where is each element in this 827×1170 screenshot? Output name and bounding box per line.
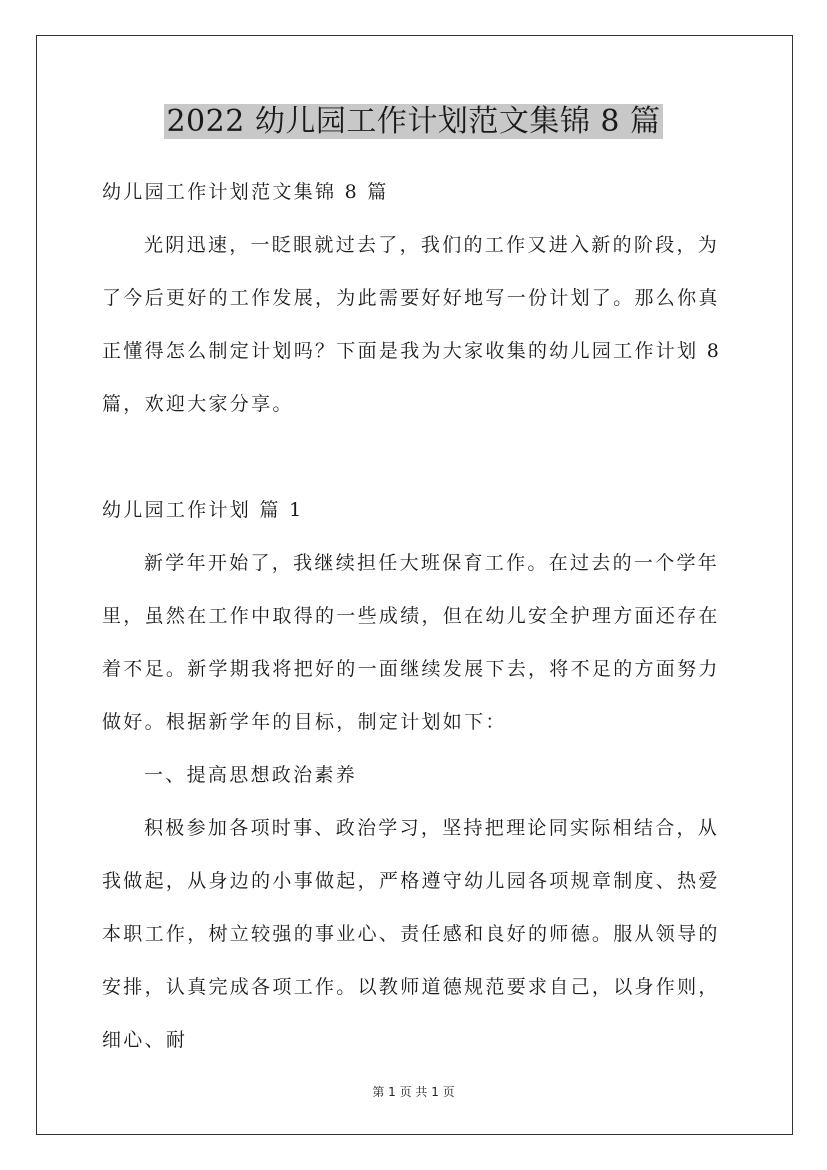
document-body <box>102 166 727 1067</box>
item-heading-1: 一、提高思想政治素养 <box>144 764 358 786</box>
document-subtitle: 幼儿园工作计划范文集锦 8 篇 <box>102 181 389 203</box>
document-title <box>0 101 827 143</box>
page-footer: 第 1 页 共 1 页 <box>372 1085 455 1099</box>
blank-line <box>102 431 727 484</box>
section-heading: 幼儿园工作计划 篇 1 <box>102 499 304 521</box>
body-paragraph-1: 新学年开始了，我继续担任大班保育工作。在过去的一个学年里，虽然在工作中取得的一些成绩，但在幼儿安全护理方面还存在着不足。新学期我将把好的一面继续发展下去，将不足的方面努力做好。根据新学年的目标，制定计划如下： <box>102 552 720 733</box>
body-paragraph-2: 积极参加各项时事、政治学习，坚持把理论同实际相结合，从我做起，从身边的小事做起，严格遵守幼儿园各项规章制度、热爱本职工作，树立较强的事业心、责任感和良好的师德。服从领导的安排，认真完成各项工作。以教师道德规范要求自己，以身作则，细心、耐 <box>102 817 720 1051</box>
intro-paragraph: 光阴迅速，一眨眼就过去了，我们的工作又进入新的阶段，为了今后更好的工作发展，为此需要好好地写一份计划了。那么你真正懂得怎么制定计划吗？下面是我为大家收集的幼儿园工作计划 8 篇，欢迎大家分享。 <box>102 234 722 415</box>
document-title-text: 2022 幼儿园工作计划范文集锦 8 篇 <box>166 104 661 139</box>
